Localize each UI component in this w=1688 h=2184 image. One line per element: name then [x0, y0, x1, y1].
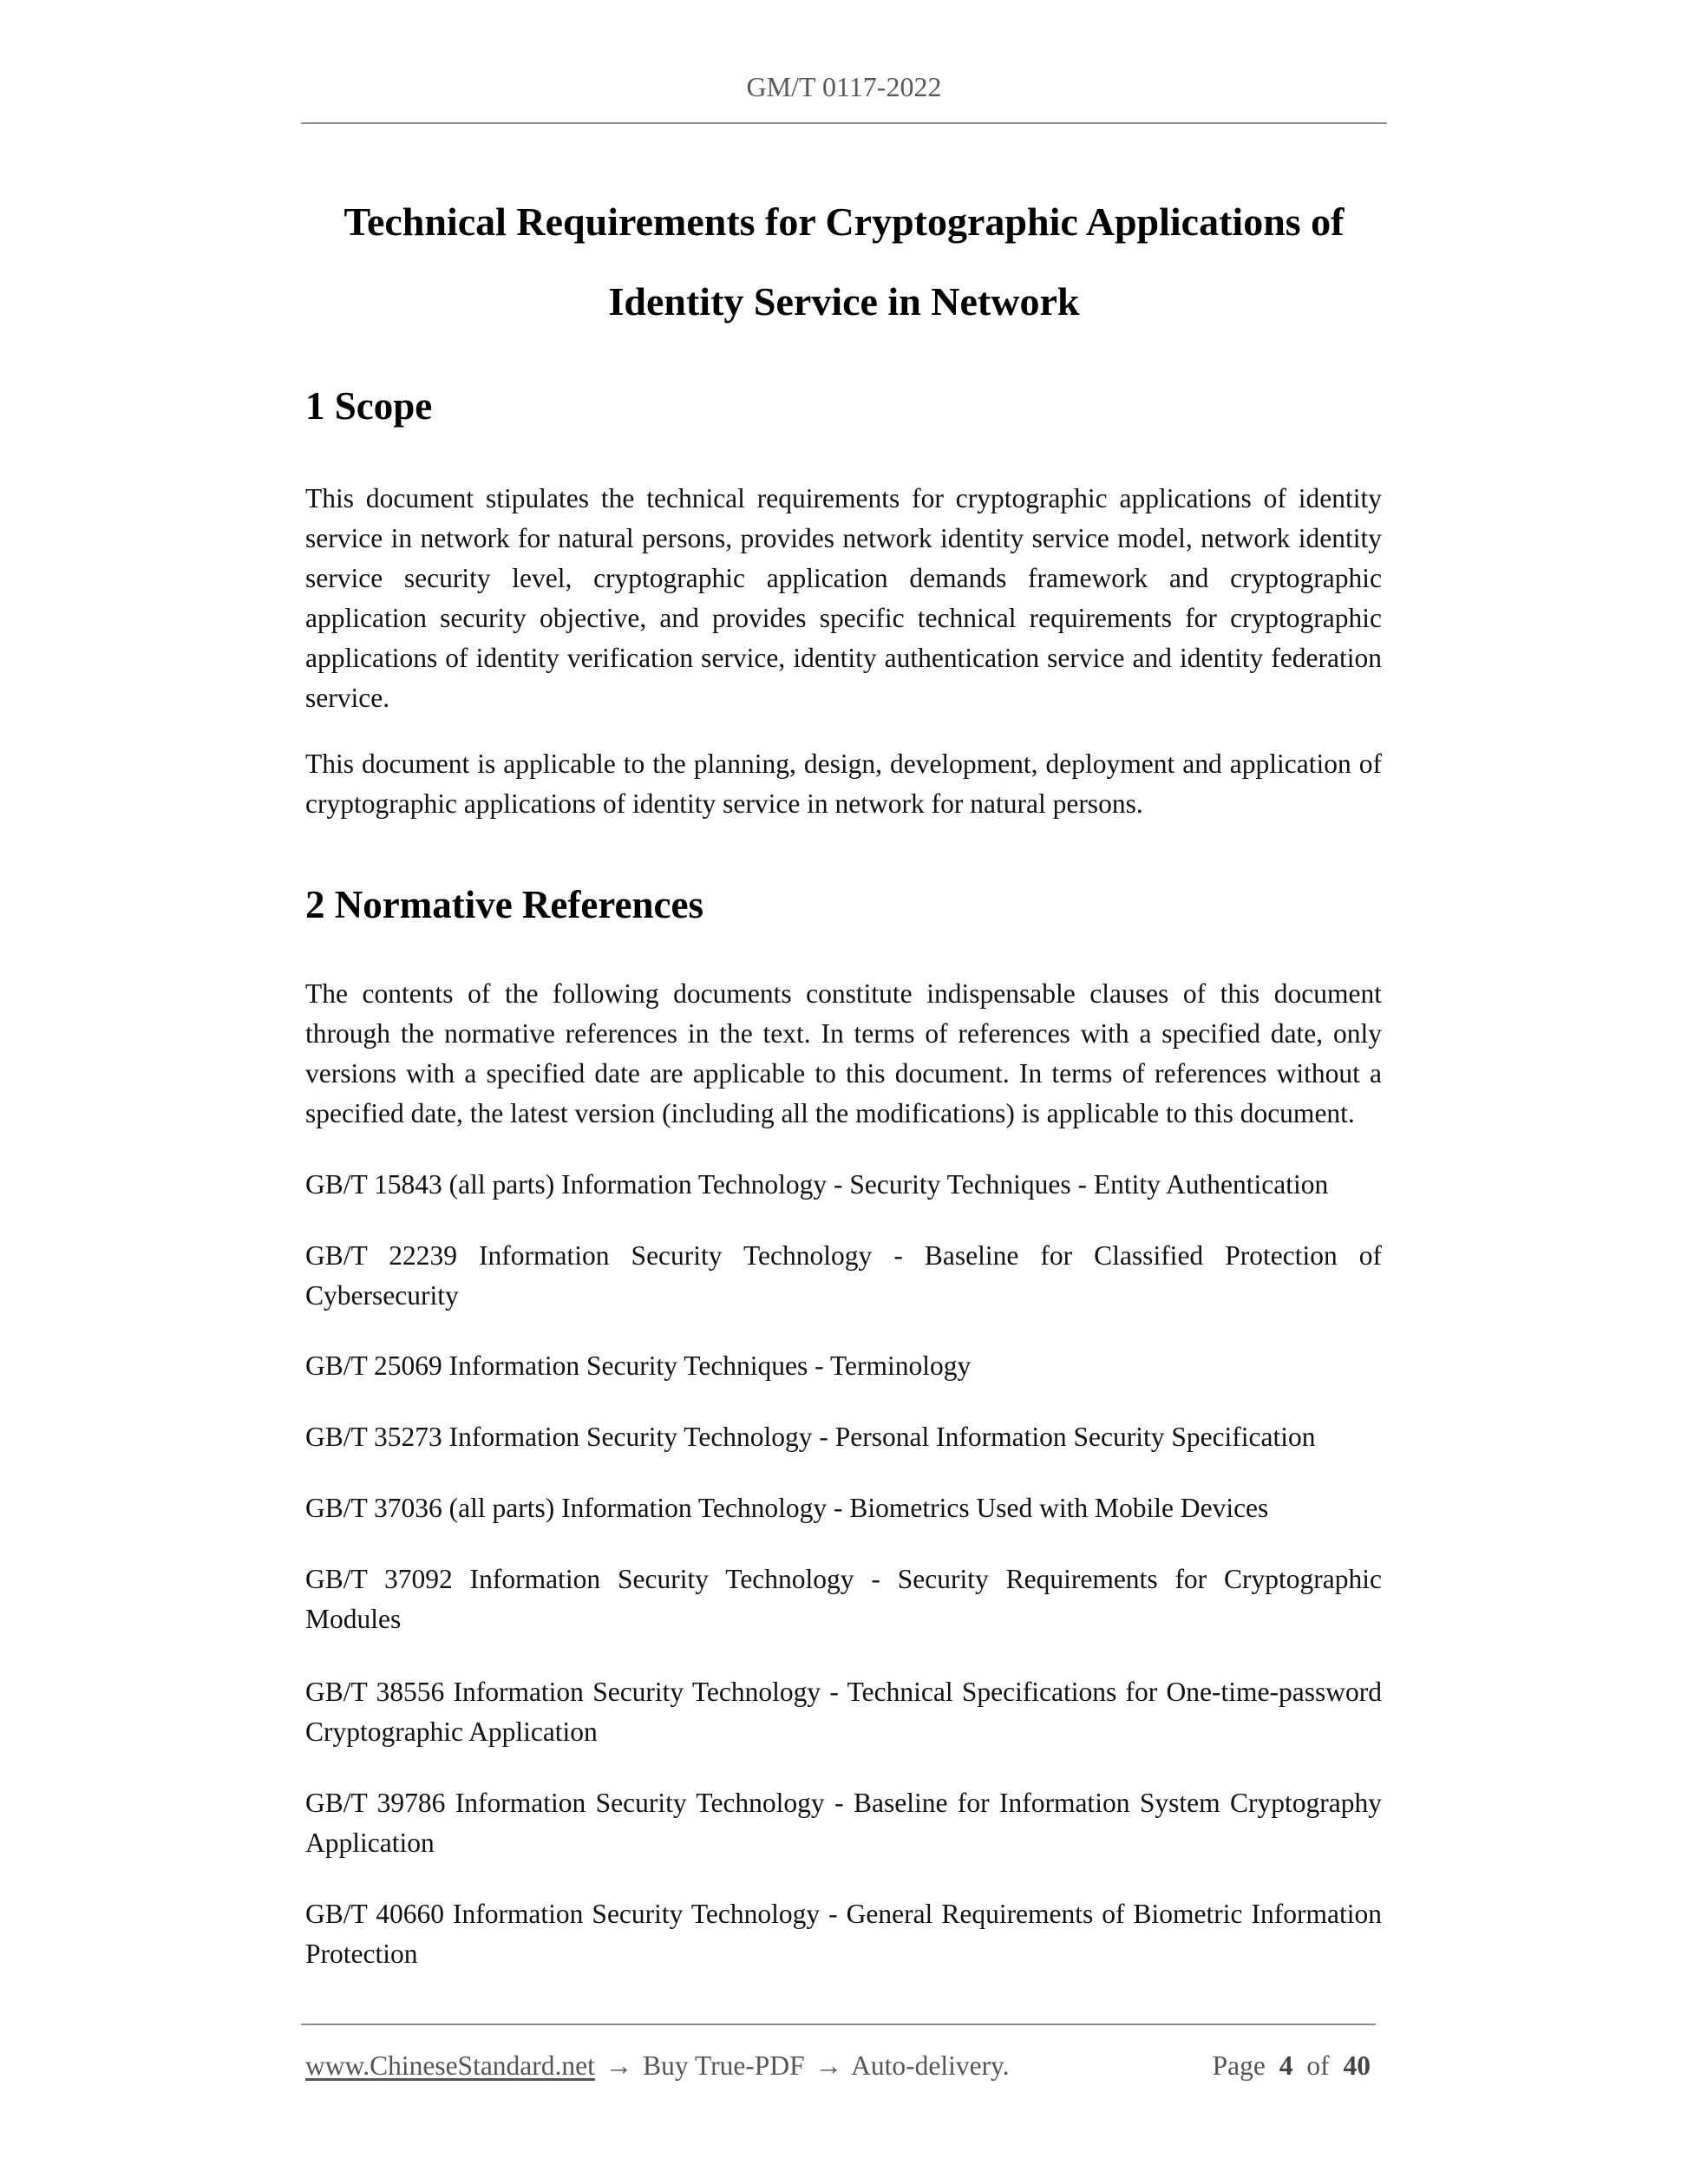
reference-item: GB/T 37036 (all parts) Information Technology - Biometrics Used with Mobile Devices	[305, 1493, 1269, 1523]
page-label: Page	[1212, 2050, 1266, 2081]
scope-applicability-paragraph: This document is applicable to the planning, design, development, deployment and application of cryptographic applications of identity service in network for natural persons.	[305, 749, 1382, 819]
reference-item: GB/T 25069 Information Security Techniques - Terminology	[305, 1350, 972, 1381]
normative-references-intro: The contents of the following documents constitute indispensable clauses of this document through the normative references in the text. In terms of references with a specified date, only versions with a specified date are applicable to this document. In terms of references without a specified date, the latest version (including all the modifications) is applicable to this document.	[305, 978, 1382, 1128]
reference-item: GB/T 38556 Information Security Technology - Technical Specifications for One-time-password Cryptographic Application	[305, 1677, 1382, 1747]
section-heading-normative-references: 2 Normative References	[305, 883, 703, 926]
reference-item: GB/T 40660 Information Security Technology - General Requirements of Biometric Information Protection	[305, 1899, 1382, 1969]
page-number	[1213, 2049, 1371, 2083]
arrow-right-icon: →	[815, 2050, 842, 2081]
reference-item: GB/T 35273 Information Security Technology - Personal Information Security Specification	[305, 1422, 1316, 1452]
document-title	[301, 182, 1387, 342]
reference-item: GB/T 39786 Information Security Technology - Baseline for Information System Cryptography Application	[305, 1788, 1382, 1858]
footer-promo	[305, 2049, 1010, 2083]
document-code: GM/T 0117-2022	[746, 71, 942, 102]
reference-item: GB/T 37092 Information Security Technology - Security Requirements for Cryptographic Modules	[305, 1564, 1382, 1634]
section-heading-scope: 1 Scope	[305, 384, 433, 428]
page-current: 4	[1279, 2050, 1293, 2081]
footer-step-delivery: Auto-delivery.	[851, 2050, 1010, 2081]
page-total: 40	[1343, 2050, 1371, 2081]
header-divider	[301, 122, 1387, 124]
page-header	[301, 0, 1387, 126]
site-link[interactable]: www.ChineseStandard.net	[305, 2050, 595, 2081]
page-footer	[301, 2012, 1376, 2090]
reference-item: GB/T 15843 (all parts) Information Technology - Security Techniques - Entity Authentication	[305, 1169, 1329, 1200]
document-title-line-2: Identity Service in Network	[608, 279, 1080, 324]
page-of-label: of	[1306, 2050, 1330, 2081]
document-title-line-1: Technical Requirements for Cryptographic Applications of	[343, 199, 1345, 244]
reference-item: GB/T 22239 Information Security Technology - Baseline for Classified Protection of Cybersecurity	[305, 1240, 1382, 1311]
footer-divider	[301, 2024, 1376, 2025]
arrow-right-icon: →	[605, 2050, 633, 2081]
footer-step-buy: Buy True-PDF	[643, 2050, 805, 2081]
scope-paragraph: This document stipulates the technical requirements for cryptographic applications of identity service in network for natural persons, provides network identity service model, network identity service security level, cryptographic application demands framework and cryptographic application security objective, and provides specific technical requirements for cryptographic applications of identity verification service, identity authentication service and identity federation service.	[305, 483, 1382, 713]
